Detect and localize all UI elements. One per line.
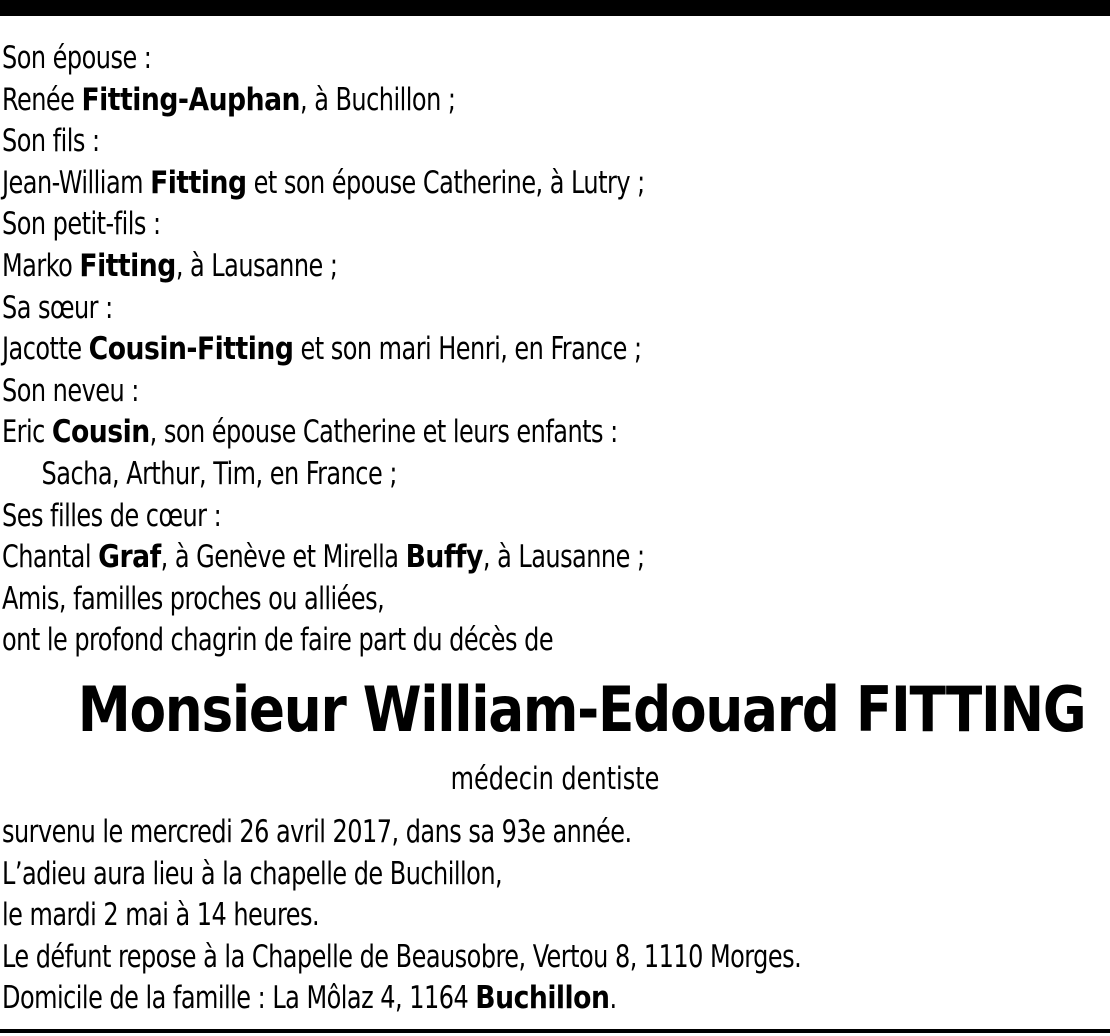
family-address: Domicile de la famille : La Môlaz 4, 1164 bbox=[2, 980, 476, 1017]
children-names: Sacha, Arthur, Tim, en France ; bbox=[41, 455, 397, 492]
surname: Fitting bbox=[150, 164, 247, 201]
announcement-line: ont le profond chagrin de faire part du décès de bbox=[2, 622, 554, 659]
family-line bbox=[2, 454, 948, 496]
detail-line bbox=[2, 895, 948, 937]
detail-line bbox=[2, 812, 948, 854]
family-line bbox=[2, 121, 948, 163]
detail-line bbox=[2, 854, 948, 896]
address-end: . bbox=[609, 980, 617, 1017]
first-name: Jean-William bbox=[2, 164, 151, 201]
relation-label: Sa sœur : bbox=[2, 289, 113, 326]
surname: Fitting-Auphan bbox=[81, 81, 301, 118]
first-name: Marko bbox=[2, 247, 80, 284]
surname: Cousin-Fitting bbox=[88, 331, 294, 368]
family-line bbox=[2, 204, 948, 246]
family-line bbox=[2, 496, 948, 538]
location: , à Genève et Mirella bbox=[160, 539, 406, 576]
first-name: Eric bbox=[2, 414, 52, 451]
first-name: Jacotte bbox=[2, 331, 89, 368]
family-line bbox=[2, 620, 948, 662]
first-name: Chantal bbox=[2, 539, 99, 576]
relation-label: Ses filles de cœur : bbox=[2, 497, 222, 534]
family-line bbox=[2, 288, 948, 330]
family-list bbox=[2, 38, 1102, 662]
family-line bbox=[2, 412, 948, 454]
family-line bbox=[2, 371, 948, 413]
family-line bbox=[2, 163, 948, 205]
deceased-profession: médecin dentiste bbox=[450, 761, 660, 797]
relation-label: Son neveu : bbox=[2, 372, 139, 409]
family-line bbox=[2, 329, 948, 371]
surname: Buffy bbox=[405, 539, 483, 576]
service-details bbox=[2, 812, 1102, 1020]
relation-label: Son épouse : bbox=[2, 40, 152, 76]
location: , à Lausanne ; bbox=[482, 539, 645, 576]
detail-line bbox=[2, 978, 948, 1020]
family-line bbox=[2, 80, 948, 122]
location: et son mari Henri, en France ; bbox=[293, 331, 642, 368]
town-name: Buchillon bbox=[475, 980, 610, 1017]
bottom-border-rule bbox=[0, 1029, 1110, 1033]
surname: Cousin bbox=[51, 414, 150, 451]
first-name: Renée bbox=[2, 81, 82, 118]
date-of-death: survenu le mercredi 26 avril 2017, dans sa 93e année. bbox=[2, 814, 632, 850]
farewell-location: L’adieu aura lieu à la chapelle de Buchillon, bbox=[2, 855, 503, 892]
location: , à Buchillon ; bbox=[300, 81, 456, 118]
location: et son épouse Catherine, à Lutry ; bbox=[246, 164, 645, 201]
surname: Fitting bbox=[79, 247, 176, 284]
friends-line: Amis, familles proches ou alliées, bbox=[2, 580, 385, 617]
top-border-rule bbox=[0, 0, 1110, 16]
location: , à Lausanne ; bbox=[175, 247, 338, 284]
surname: Graf bbox=[98, 539, 161, 576]
deceased-name: Monsieur William-Edouard FITTING bbox=[77, 673, 1086, 746]
family-line bbox=[2, 38, 948, 80]
detail-line bbox=[2, 937, 948, 979]
relation-label: Son fils : bbox=[2, 123, 100, 160]
resting-place: Le défunt repose à la Chapelle de Beausobre, Vertou 8, 1110 Morges. bbox=[2, 938, 802, 975]
family-line bbox=[2, 537, 948, 579]
location: , son épouse Catherine et leurs enfants : bbox=[149, 414, 618, 451]
family-line bbox=[2, 579, 948, 621]
farewell-time: le mardi 2 mai à 14 heures. bbox=[2, 897, 320, 934]
relation-label: Son petit-fils : bbox=[2, 206, 161, 243]
family-line bbox=[2, 246, 948, 288]
